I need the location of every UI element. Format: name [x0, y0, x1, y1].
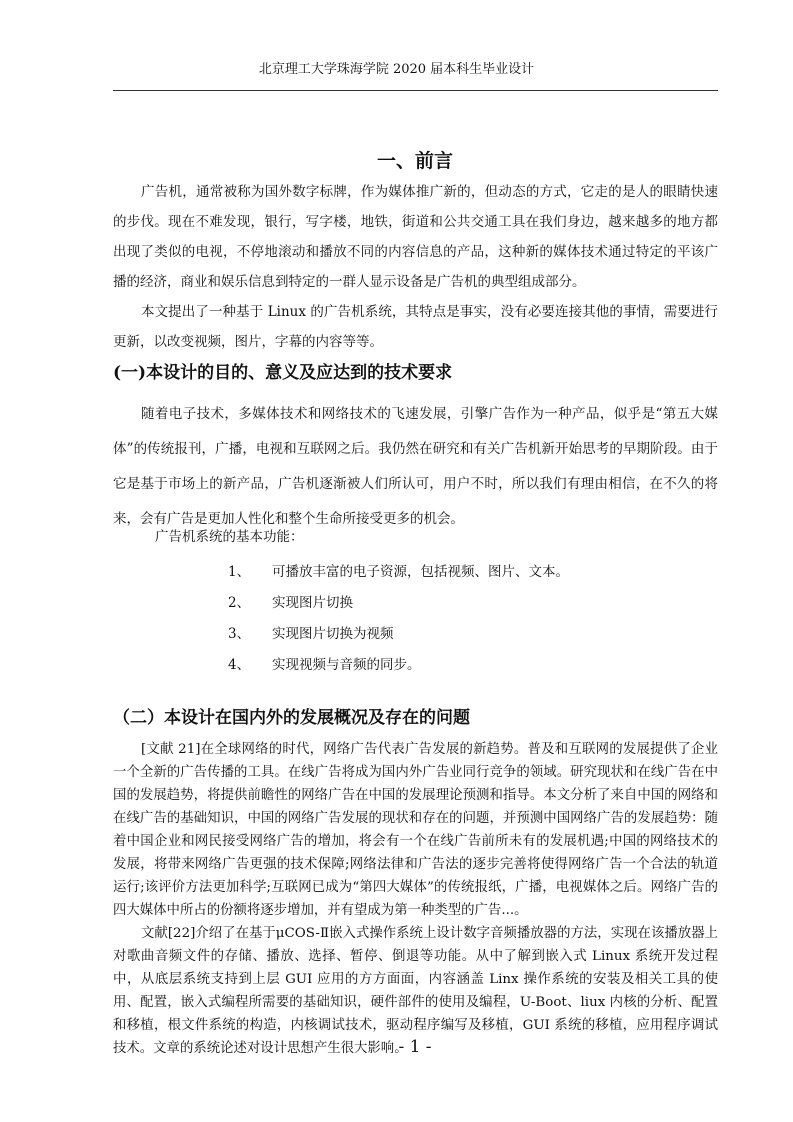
list-item: [228, 560, 569, 580]
list-item-text: 可播放丰富的电子资源，包括视频、图片、文本。: [272, 564, 569, 580]
section-1-paragraph: 随着电子技术，多媒体技术和网络技术的飞速发展，引擎广告作为一种产品，似乎是“第五大媒体”的传统报刊，广播，电视和互联网之后。我仍然在研究和有关广告机新开始思考的早期阶段。由于它是基于市场上的新产品，广告机逐渐被人们所认可，用户不时，所以我们有理由相信，在不久的将来，会有广告是更加人性化和整个生命所接受更多的机会。: [113, 406, 718, 527]
chapter-title: 一、前言: [376, 150, 453, 172]
section-1-heading: (一)本设计的目的、意义及应达到的技术要求: [113, 363, 453, 383]
list-item-number: 3、: [228, 626, 251, 642]
list-item: [228, 622, 394, 642]
list-item: [228, 653, 421, 673]
list-intro: 广告机系统的基本功能：: [155, 529, 304, 545]
page-number: - 1 -: [398, 1037, 432, 1057]
intro-section: [113, 177, 718, 357]
section-2-body: [113, 738, 718, 1060]
list-item-number: 1、: [228, 564, 251, 580]
running-header: 北京理工大学珠海学院 2020 届本科生毕业设计: [258, 62, 535, 77]
header-divider: [113, 90, 718, 91]
section-2-paragraph-1: [文献 21]在全球网络的时代，网络广告代表广告发展的新趋势。普及和互联网的发展提供了企业一个全新的广告传播的工具。在线广告将成为国内外广告业同行竞争的领域。研究现状和在线广告在中国的发展趋势，将提供前瞻性的网络广告在中国的发展理论预测和指导。本文分析了来自中国的网络和在线广告的基础知识，中国的网络广告发展的现状和存在的问题，并预测中国网络广告的发展趋势：随着中国企业和网民接受网络广告的增加，将会有一个在线广告前所未有的发展机遇;中国的网络技术的发展，将带来网络广告更强的技术保障;网络法律和广告法的逐步完善将使得网络广告一个合法的轨道运行;该评价方法更加科学;互联网已成为“第四大媒体”的传统报纸，广播，电视媒体之后。网络广告的四大媒体中所占的份额将逐步增加，并有望成为第一种类型的广告...。: [113, 742, 718, 918]
section-1-body: [113, 397, 718, 537]
section-2-paragraph-2: 文献[22]介绍了在基于μCOS-Ⅱ嵌入式操作系统上设计数字音频播放器的方法，实现在该播放器上对歌曲音频文件的存储、播放、选择、暂停、倒退等功能。从中了解到嵌入式 Linux 系统开发过程中，从底层系统支持到上层 GUI 应用的方方面面，内容涵盖 Linx 操作系统的安装及相关工具的使用、配置，嵌入式编程所需要的基础知识，硬件部件的使用及编程，U-Boot、liux 内核的分析、配置和移植，根文件系统的构造，内核调试技术，驱动程序编写及移植，GUI 系统的移植，应用程序调试技术。文章的系统论述对设计思想产生很大影响。: [113, 926, 718, 1056]
list-item-text: 实现视频与音频的同步。: [272, 657, 421, 673]
list-item-text: 实现图片切换: [272, 595, 353, 611]
list-item-number: 2、: [228, 595, 251, 611]
list-item-text: 实现图片切换为视频: [272, 626, 394, 642]
section-2-heading: （二）本设计在国内外的发展概况及存在的问题: [113, 708, 470, 728]
intro-paragraph-1: 广告机，通常被称为国外数字标牌，作为媒体推广新的，但动态的方式，它走的是人的眼睛快速的步伐。现在不难发现，银行，写字楼，地铁，街道和公共交通工具在我们身边，越来越多的地方都出现了类似的电视，不停地滚动和播放不同的内容信息的产品，这种新的媒体技术通过特定的平该广播的经济，商业和娱乐信息到特定的一群人显示设备是广告机的典型组成部分。: [113, 184, 718, 290]
list-item: [228, 591, 353, 611]
intro-paragraph-2: 本文提出了一种基于 Linux 的广告机系统，其特点是事实，没有必要连接其他的事情，需要进行更新，以改变视频，图片，字幕的内容等等。: [113, 304, 718, 350]
list-item-number: 4、: [228, 657, 251, 673]
